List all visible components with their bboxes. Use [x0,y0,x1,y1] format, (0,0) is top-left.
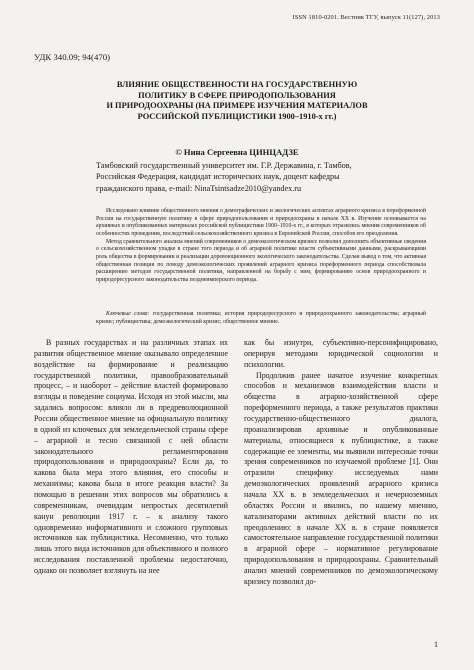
keywords [96,311,426,326]
body-paragraph: В разных государствах и на различных этапах их развития общественное мнение оказывало определенное воздействие на формирование и реализацию государственной политики, правообразовательный процесс, – и наоборот – действие властей формировало взгляды и поведение социума. Исходя из этой мысли, мы задались вопросом: влияло ли в предреволюционной России общественное мнение на официальную политику в одной из ключевых для земледельческой страны сфере – аграрной и тесно связанной с ней области законодательного регламентирования природопользования и природоохраны? Если да, то какова была мера этого влияния, его способы и механизмы; какова была в итоге реакция власти? За помощью в решении этих вопросов мы обратились к современникам, очевидцам непростых десятилетий канун революции 1917 г. – к анализу такого одновременно информативного и сложного групповых источников как публицистика. Несомненно, что только лишь этого вида источников для объективного и полного исследования поставленной проблемы недостаточно, однако он позволяет взглянуть на нее [34,338,228,576]
keywords-text: государственная политика; история природоресурсного и природоохранного законодательства; аграрный кризис; публицистика; демоэкологический кризис; общественное мнение. [96,311,426,325]
article-title [60,80,414,122]
abstract-paragraph: Метод сравнительного анализа мнений современников о демоэкологическом кризисе позволил дополнить объективные сведения о сельскохозяйственном упадке в стране того периода и об аграрной политике власти субъективными данными, раскрывающими роль общества в формировании и реализации доревоюционного экологического законодательства. Сделан вывод о том, что активная общественная позиция по поводу демоэкологических проявлений аграрного кризиса пореформенного периода способствовала расширению методов государственной политики, направленной на борьбу с ним, формированию основ природоохранного и природоресурсного законодательства позднеимперского периода. [96,238,426,283]
page-number: 1 [434,640,438,649]
author-affiliation [96,160,396,194]
abstract [96,208,426,285]
body-paragraph: Продолжив ранее начатое изучение конкретных способов и механизмов взаимодействия власти и общества в аграрно-хозяйственной сфере пореформенного периода, а также результатов практики государственно-общественного диалога, проанализировав архивные и опубликованные материалы, относящиеся к публицистике, а также содержащие ее элементы, мы выявили интересные точки зрения современников по изучаемой проблеме [1]. Они отразили специфику исследуемых нами демоэкологических проявлений аграрного кризиса начала XX в. в земледельческих и нечерноземных областях России и явились, по нашему мнению, катализаторами активных действий власти по их преодолению: в начале XX в. в стране появляется самостоятельное направление государственной политики в аграрной сфере – нормативное регулирование природопользования и природоохраны. Сравнительный анализ мнений современников по демоэкологическому кризису позволил до- [244,370,438,586]
abstract-paragraph: Исследовано влияние общественного мнения о демографических и экологических аспектах аграрного кризиса в пореформенной России на государственную политику в сфере природопользования и природоохраны в начале XX в. Изучение основывается на архивных и опубликованных материалах российской публицистики 1900–1910-х гг., в которых отразились мнения современников об особенностях проведения, последствий сельскохозяйственного кризиса в Европейской России, способов его преодоления. [96,208,426,237]
udk-code: УДК 340.09; 94(470) [34,52,111,62]
keywords-label: Ключевые слова: [106,311,150,317]
author-name: © Нина Сергеевна ЦИНЦАДЗЕ [175,147,299,157]
title-line: И ПРИРОДООХРАНЫ (НА ПРИМЕРЕ ИЗУЧЕНИЯ МАТЕРИАЛОВ [106,101,368,111]
body-column-right [244,338,438,588]
affiliation-line: Тамбовский государственный университет им. Г.Р. Державина, г. Тамбов, [96,161,352,170]
body-paragraph: как бы изнутри, субъективно-персонифицировано, оперируя методами юридической социологии и психологии. [244,338,438,369]
journal-header: ISSN 1810-0201. Вестник ТГУ, выпуск 11(127), 2013 [292,14,440,21]
title-line: ВЛИЯНИЕ ОБЩЕСТВЕННОСТИ НА ГОСУДАРСТВЕННУЮ [116,80,358,89]
affiliation-line: Российская Федерация, кандидат исторических наук, доцент кафедры [96,172,340,182]
title-line: РОССИЙСКОЙ ПУБЛИЦИСТИКИ 1900–1910-х гг.) [137,111,337,121]
title-line: ПОЛИТИКУ В СФЕРЕ ПРИРОДОПОЛЬЗОВАНИЯ [138,90,336,100]
body-column-left [34,338,228,577]
affiliation-line: гражданского права, e-mail: NinaTsintsadze2010@yandex.ru [96,183,302,193]
